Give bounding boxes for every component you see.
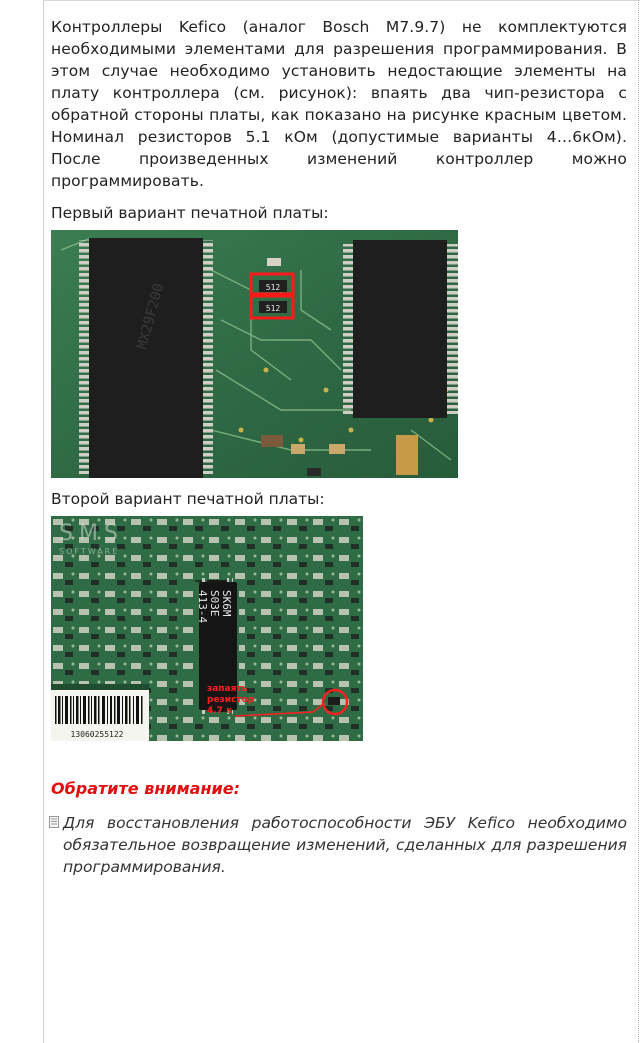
svg-text:MX29F200: MX29F200 xyxy=(134,281,168,352)
watermark-logo: SMS xyxy=(59,521,124,546)
page-right-border xyxy=(638,0,639,1043)
chip-marking-line-1: SK6M xyxy=(220,590,233,617)
note-icon xyxy=(49,816,59,828)
caption-board-1: Первый вариант печатной платы: xyxy=(51,204,329,222)
resistor-label-1: 512 xyxy=(265,283,281,292)
notice-text: Для восстановления работоспособности ЭБУ Kefico необходимо обязательное возвращение изменений, сделанных для разрешения программирования. xyxy=(63,814,627,876)
watermark-subtitle: SOFTWARE xyxy=(59,547,120,556)
annotation-line-2: резистор xyxy=(207,695,255,705)
article-content xyxy=(51,0,627,878)
pcb-photo-variant-2 xyxy=(51,516,363,741)
intro-paragraph: Контроллеры Kefico (аналог Bosch M7.9.7) не комплектуются необходимыми элементами для разрешения программирования. В этом случае необходимо установить недостающие элементы на плату контроллера (см. рисунок): впаять два чип-резистора с обратной стороны платы, как показано на рисунке красным цветом. Номинал резисторов 5.1 кОм (допустимые варианты 4…6кОм). После произведенных изменений контроллер можно программировать. xyxy=(51,18,627,190)
resistor-label-2: 512 xyxy=(265,304,281,313)
notice-block xyxy=(51,812,627,878)
annotation-line-3: 4.7 к xyxy=(207,706,233,716)
pcb-photo-variant-1 xyxy=(51,230,458,478)
chip-marking-line-2: S03E xyxy=(208,590,221,617)
annotation-line-1: запаять xyxy=(207,684,248,694)
caption-board-2: Второй вариант печатной платы: xyxy=(51,490,325,508)
notice-title: Обратите внимание: xyxy=(51,779,240,798)
chip-marking-line-3: 413-4 xyxy=(196,590,209,624)
barcode-number: 13060255122 xyxy=(70,730,124,739)
page-left-border xyxy=(43,0,44,1043)
